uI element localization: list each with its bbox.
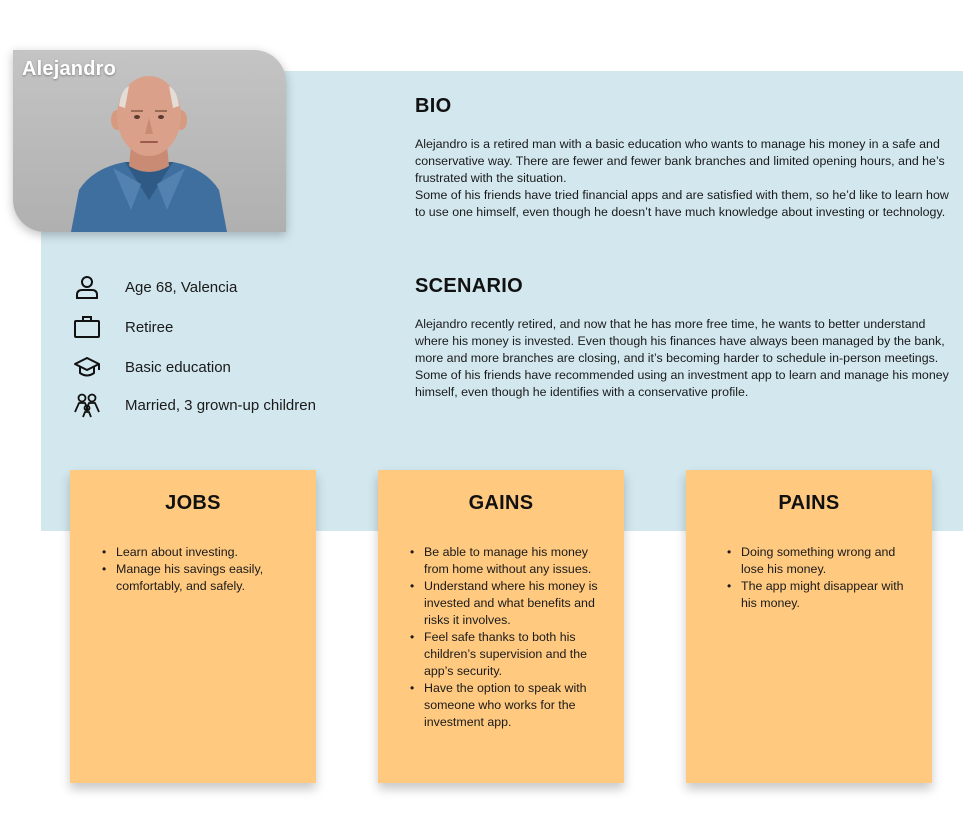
gains-list [424, 544, 604, 731]
fact-family [72, 390, 372, 420]
fact-label: Married, 3 grown-up children [125, 396, 316, 414]
fact-label: Basic education [125, 358, 231, 376]
family-icon [72, 390, 102, 420]
pains-list [741, 544, 921, 612]
gains-title: GAINS [468, 492, 534, 514]
gains-card [378, 470, 624, 783]
briefcase-icon [72, 312, 102, 342]
fact-education [72, 352, 372, 382]
list-item: • Manage his savings easily, comfortably, and safely. [116, 561, 296, 595]
bio-paragraph: Alejandro is a retired man with a basic education who wants to manage his money in a safe and conservative way. There are fewer and fewer bank branches and limited opening hours, and he’s frustrated with the situation. [415, 137, 945, 185]
list-item: • Understand where his money is invested and what benefits and risks it involves. [424, 578, 604, 629]
fact-age-location [72, 272, 372, 302]
fact-label: Age 68, Valencia [125, 278, 238, 296]
fact-label: Retiree [125, 318, 174, 336]
person-icon [72, 272, 102, 302]
graduation-cap-icon [72, 352, 102, 382]
scenario-text [415, 316, 950, 401]
persona-photo-card [13, 50, 286, 232]
scenario-paragraph: Alejandro recently retired, and now that he has more free time, he wants to better understand where his money is invested. Even though his finances have always been managed by the bank, more and more branches are closing, and it’s becoming harder to schedule in-person meetings. Some of his friends have recommended using an investment app to learn and manage his money himself, even though he identifies with a conservative profile. [415, 317, 949, 399]
jobs-list [116, 544, 296, 595]
bio-text [415, 136, 950, 221]
jobs-card [70, 470, 316, 783]
list-item: • Be able to manage his money from home without any issues. [424, 544, 604, 578]
list-item: • Learn about investing. [116, 544, 296, 561]
persona-name: Alejandro [22, 58, 117, 80]
pains-card [686, 470, 932, 783]
scenario-title: SCENARIO [415, 275, 523, 297]
jobs-title: JOBS [165, 492, 221, 514]
pains-title: PAINS [778, 492, 840, 514]
fact-occupation [72, 312, 372, 342]
bio-title: BIO [415, 95, 452, 117]
list-item: • Doing something wrong and lose his money. [741, 544, 921, 578]
list-item: • The app might disappear with his money. [741, 578, 921, 612]
list-item: • Feel safe thanks to both his children’s supervision and the app’s security. [424, 629, 604, 680]
bio-paragraph: Some of his friends have tried financial apps and are satisfied with them, so he’d like to learn how to use one himself, even though he doesn’t have much knowledge about investing or technology. [415, 188, 949, 219]
list-item: • Have the option to speak with someone who works for the investment app. [424, 680, 604, 731]
